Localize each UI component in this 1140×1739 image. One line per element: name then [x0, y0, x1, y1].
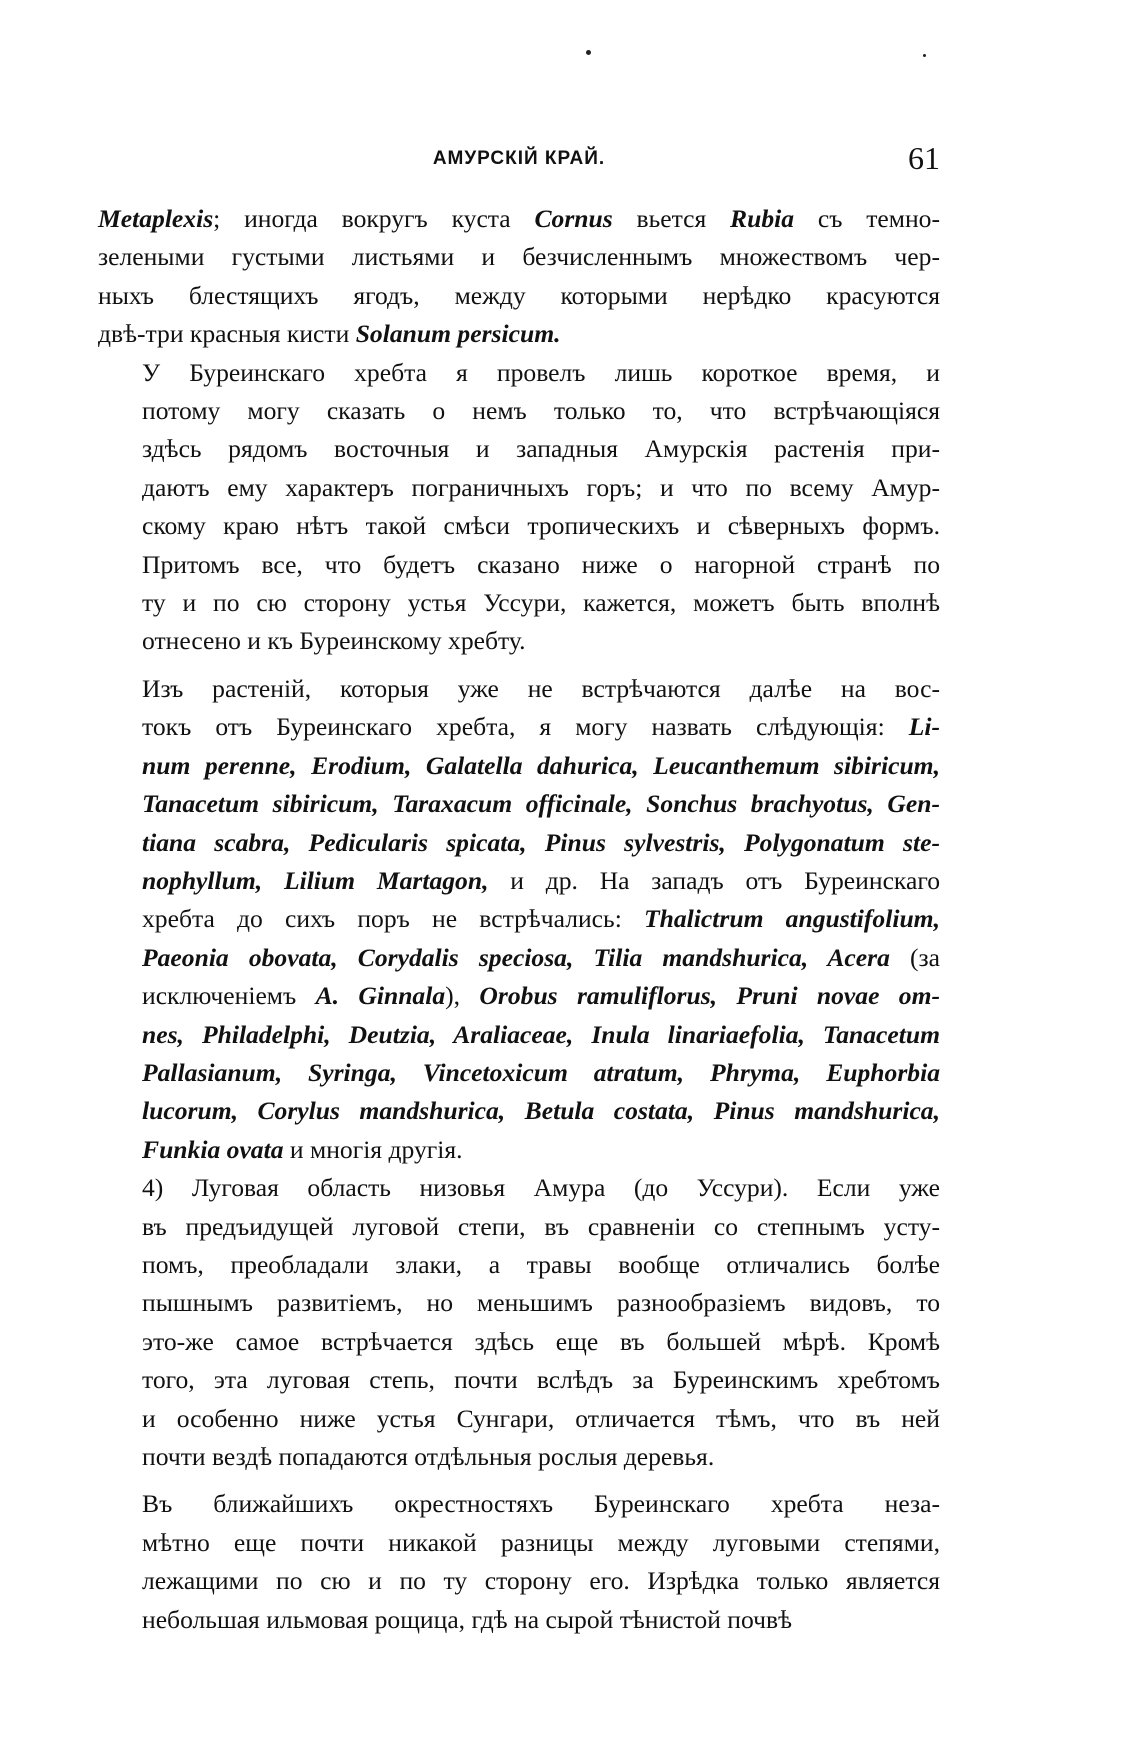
- text-line: [98, 1284, 940, 1322]
- text-line: [98, 862, 940, 900]
- text-line: [98, 708, 940, 746]
- text-run: и многія другія.: [283, 1134, 463, 1164]
- text-run: двѣ-три красныя кисти: [98, 319, 356, 349]
- text-run: хребта до сихъ поръ не встрѣчались:: [142, 904, 645, 934]
- text-run: и особенно ниже устья Сунгари, отличается тѣмъ, что въ ней: [142, 1403, 940, 1433]
- latin-term: Orobus ramuliflorus, Pruni novae om-: [479, 981, 940, 1011]
- text-line: [98, 747, 940, 785]
- text-line: [98, 1016, 940, 1054]
- text-run: 4) Луговая область низовья Амура (до Уссури). Если уже: [142, 1173, 940, 1203]
- text-run: здѣсь рядомъ восточныя и западныя Амурскія растенія при-: [142, 434, 940, 464]
- text-line: [98, 315, 940, 353]
- text-line: [98, 1323, 940, 1361]
- latin-term: Funkia ovata: [142, 1134, 284, 1164]
- text-line: [98, 277, 940, 315]
- text-line: [98, 1246, 940, 1284]
- text-run: исключеніемъ: [142, 981, 316, 1011]
- latin-term: tiana scabra, Pedicularis spicata, Pinus sylvestris, Polygonatum ste-: [142, 827, 940, 857]
- latin-term: nes, Philadelphi, Deutzia, Araliaceae, Inula linariaefolia, Tanacetum: [142, 1019, 940, 1049]
- paragraph-1: [98, 200, 940, 354]
- text-line: [98, 546, 940, 584]
- text-line: [98, 584, 940, 622]
- ink-speck: [923, 54, 926, 57]
- paragraph-4: [98, 1169, 940, 1476]
- text-run: ныхъ блестящихъ ягодъ, между которыми нерѣдко красуются: [98, 280, 940, 310]
- text-run: Изъ растеній, которыя уже не встрѣчаются далѣе на вос-: [142, 673, 940, 703]
- ink-speck: [586, 50, 591, 55]
- text-run: вьется: [612, 204, 731, 233]
- text-line: [98, 1131, 940, 1169]
- text-line: [98, 1092, 940, 1130]
- text-run: ту и по сю сторону устья Уссури, кажется, можетъ быть вполнѣ: [142, 588, 940, 618]
- text-line: [98, 1361, 940, 1399]
- text-line: [98, 430, 940, 468]
- text-line: [98, 939, 940, 977]
- text-run: зелеными густыми листьями и безчисленнымъ множествомъ чер-: [98, 242, 940, 272]
- text-line: [98, 392, 940, 430]
- page-number: 61: [908, 140, 940, 176]
- paragraph-3: [98, 670, 940, 1169]
- latin-term: Paeonia obovata, Corydalis speciosa, Tilia mandshurica, Acera: [142, 942, 890, 972]
- text-line: [98, 1054, 940, 1092]
- latin-term: Li-: [908, 712, 940, 742]
- text-run: потому могу сказать о немъ только то, что встрѣчающіяся: [142, 396, 940, 426]
- text-run: небольшая ильмовая рощица, гдѣ на сырой тѣнистой почвѣ: [142, 1604, 792, 1634]
- latin-term: nophyllum, Lilium Martagon,: [142, 865, 489, 895]
- text-line: [98, 1169, 940, 1207]
- latin-term: Rubia: [730, 204, 795, 233]
- latin-term: Metaplexis: [98, 204, 214, 233]
- text-line: [98, 785, 940, 823]
- text-run: даютъ ему характеръ пограничныхъ горъ; и что по всему Амур-: [142, 472, 940, 502]
- text-line: [98, 200, 940, 238]
- text-run: это-же самое встрѣчается здѣсь еще въ большей мѣрѣ. Кромѣ: [142, 1326, 940, 1356]
- text-line: [98, 238, 940, 276]
- latin-term: Tanacetum sibiricum, Taraxacum officinale, Sonchus brachyotus, Gen-: [142, 789, 940, 819]
- paragraph-2: [98, 354, 940, 661]
- text-run: лежащими по сю и по ту сторону его. Изрѣдка только является: [142, 1566, 940, 1596]
- text-run: пышнымъ развитіемъ, но меньшимъ разнообразіемъ видовъ, то: [142, 1288, 940, 1318]
- text-line: [98, 1438, 940, 1476]
- text-run: съ темно-: [794, 204, 940, 233]
- text-line: [98, 1524, 940, 1562]
- latin-term: num perenne, Erodium, Galatella dahurica, Leucanthemum sibiricum,: [142, 750, 940, 780]
- text-run: помъ, преобладали злаки, а травы вообще отличались болѣе: [142, 1249, 940, 1279]
- paragraph-5: [98, 1485, 940, 1639]
- text-run: ),: [445, 981, 480, 1011]
- text-run: мѣтно еще почти никакой разницы между луговыми степями,: [142, 1527, 940, 1557]
- latin-term: A. Ginnala: [315, 981, 446, 1011]
- text-line: [98, 1601, 940, 1639]
- text-run: скому краю нѣтъ такой смѣси тропическихъ и сѣверныхъ формъ.: [142, 511, 940, 541]
- text-run: У Буреинскаго хребта я провелъ лишь короткое время, и: [142, 357, 940, 387]
- text-run: токъ отъ Буреинскаго хребта, я могу назвать слѣдующія:: [142, 712, 909, 742]
- text-run: и др. На западъ отъ Буреинскаго: [488, 865, 940, 895]
- text-line: [98, 622, 940, 660]
- latin-term: lucorum, Corylus mandshurica, Betula costata, Pinus mandshurica,: [142, 1096, 940, 1126]
- text-line: [98, 1562, 940, 1600]
- text-line: [98, 354, 940, 392]
- text-run: отнесено и къ Буреинскому хребту.: [142, 626, 526, 656]
- text-run: Притомъ все, что будетъ сказано ниже о нагорной странѣ по: [142, 549, 940, 579]
- latin-term: Cornus: [534, 204, 613, 233]
- text-line: [98, 469, 940, 507]
- page-header: [98, 140, 940, 180]
- text-line: [98, 1485, 940, 1523]
- text-line: [98, 824, 940, 862]
- text-run: того, эта луговая степь, почти вслѣдъ за Буреинскимъ хребтомъ: [142, 1365, 940, 1395]
- text-line: [98, 1400, 940, 1438]
- latin-term: Thalictrum angustifolium,: [644, 904, 940, 934]
- text-line: [98, 1208, 940, 1246]
- text-line: [98, 977, 940, 1015]
- text-run: въ предъидущей луговой степи, въ сравненіи со степнымъ усту-: [142, 1211, 940, 1241]
- text-run: Въ ближайшихъ окрестностяхъ Буреинскаго хребта неза-: [142, 1489, 940, 1519]
- text-run: почти вездѣ попадаются отдѣльныя рослыя деревья.: [142, 1442, 715, 1471]
- body-text: [98, 200, 940, 1639]
- latin-term: Pallasianum, Syringa, Vincetoxicum atratum, Phryma, Euphorbia: [142, 1057, 940, 1087]
- text-run: ; иногда вокругъ куста: [213, 204, 535, 233]
- text-run: (за: [889, 942, 940, 972]
- text-line: [98, 900, 940, 938]
- text-line: [98, 670, 940, 708]
- running-title: АМУРСКІЙ КРАЙ.: [432, 148, 606, 169]
- text-line: [98, 507, 940, 545]
- latin-term: Solanum persicum.: [355, 319, 561, 349]
